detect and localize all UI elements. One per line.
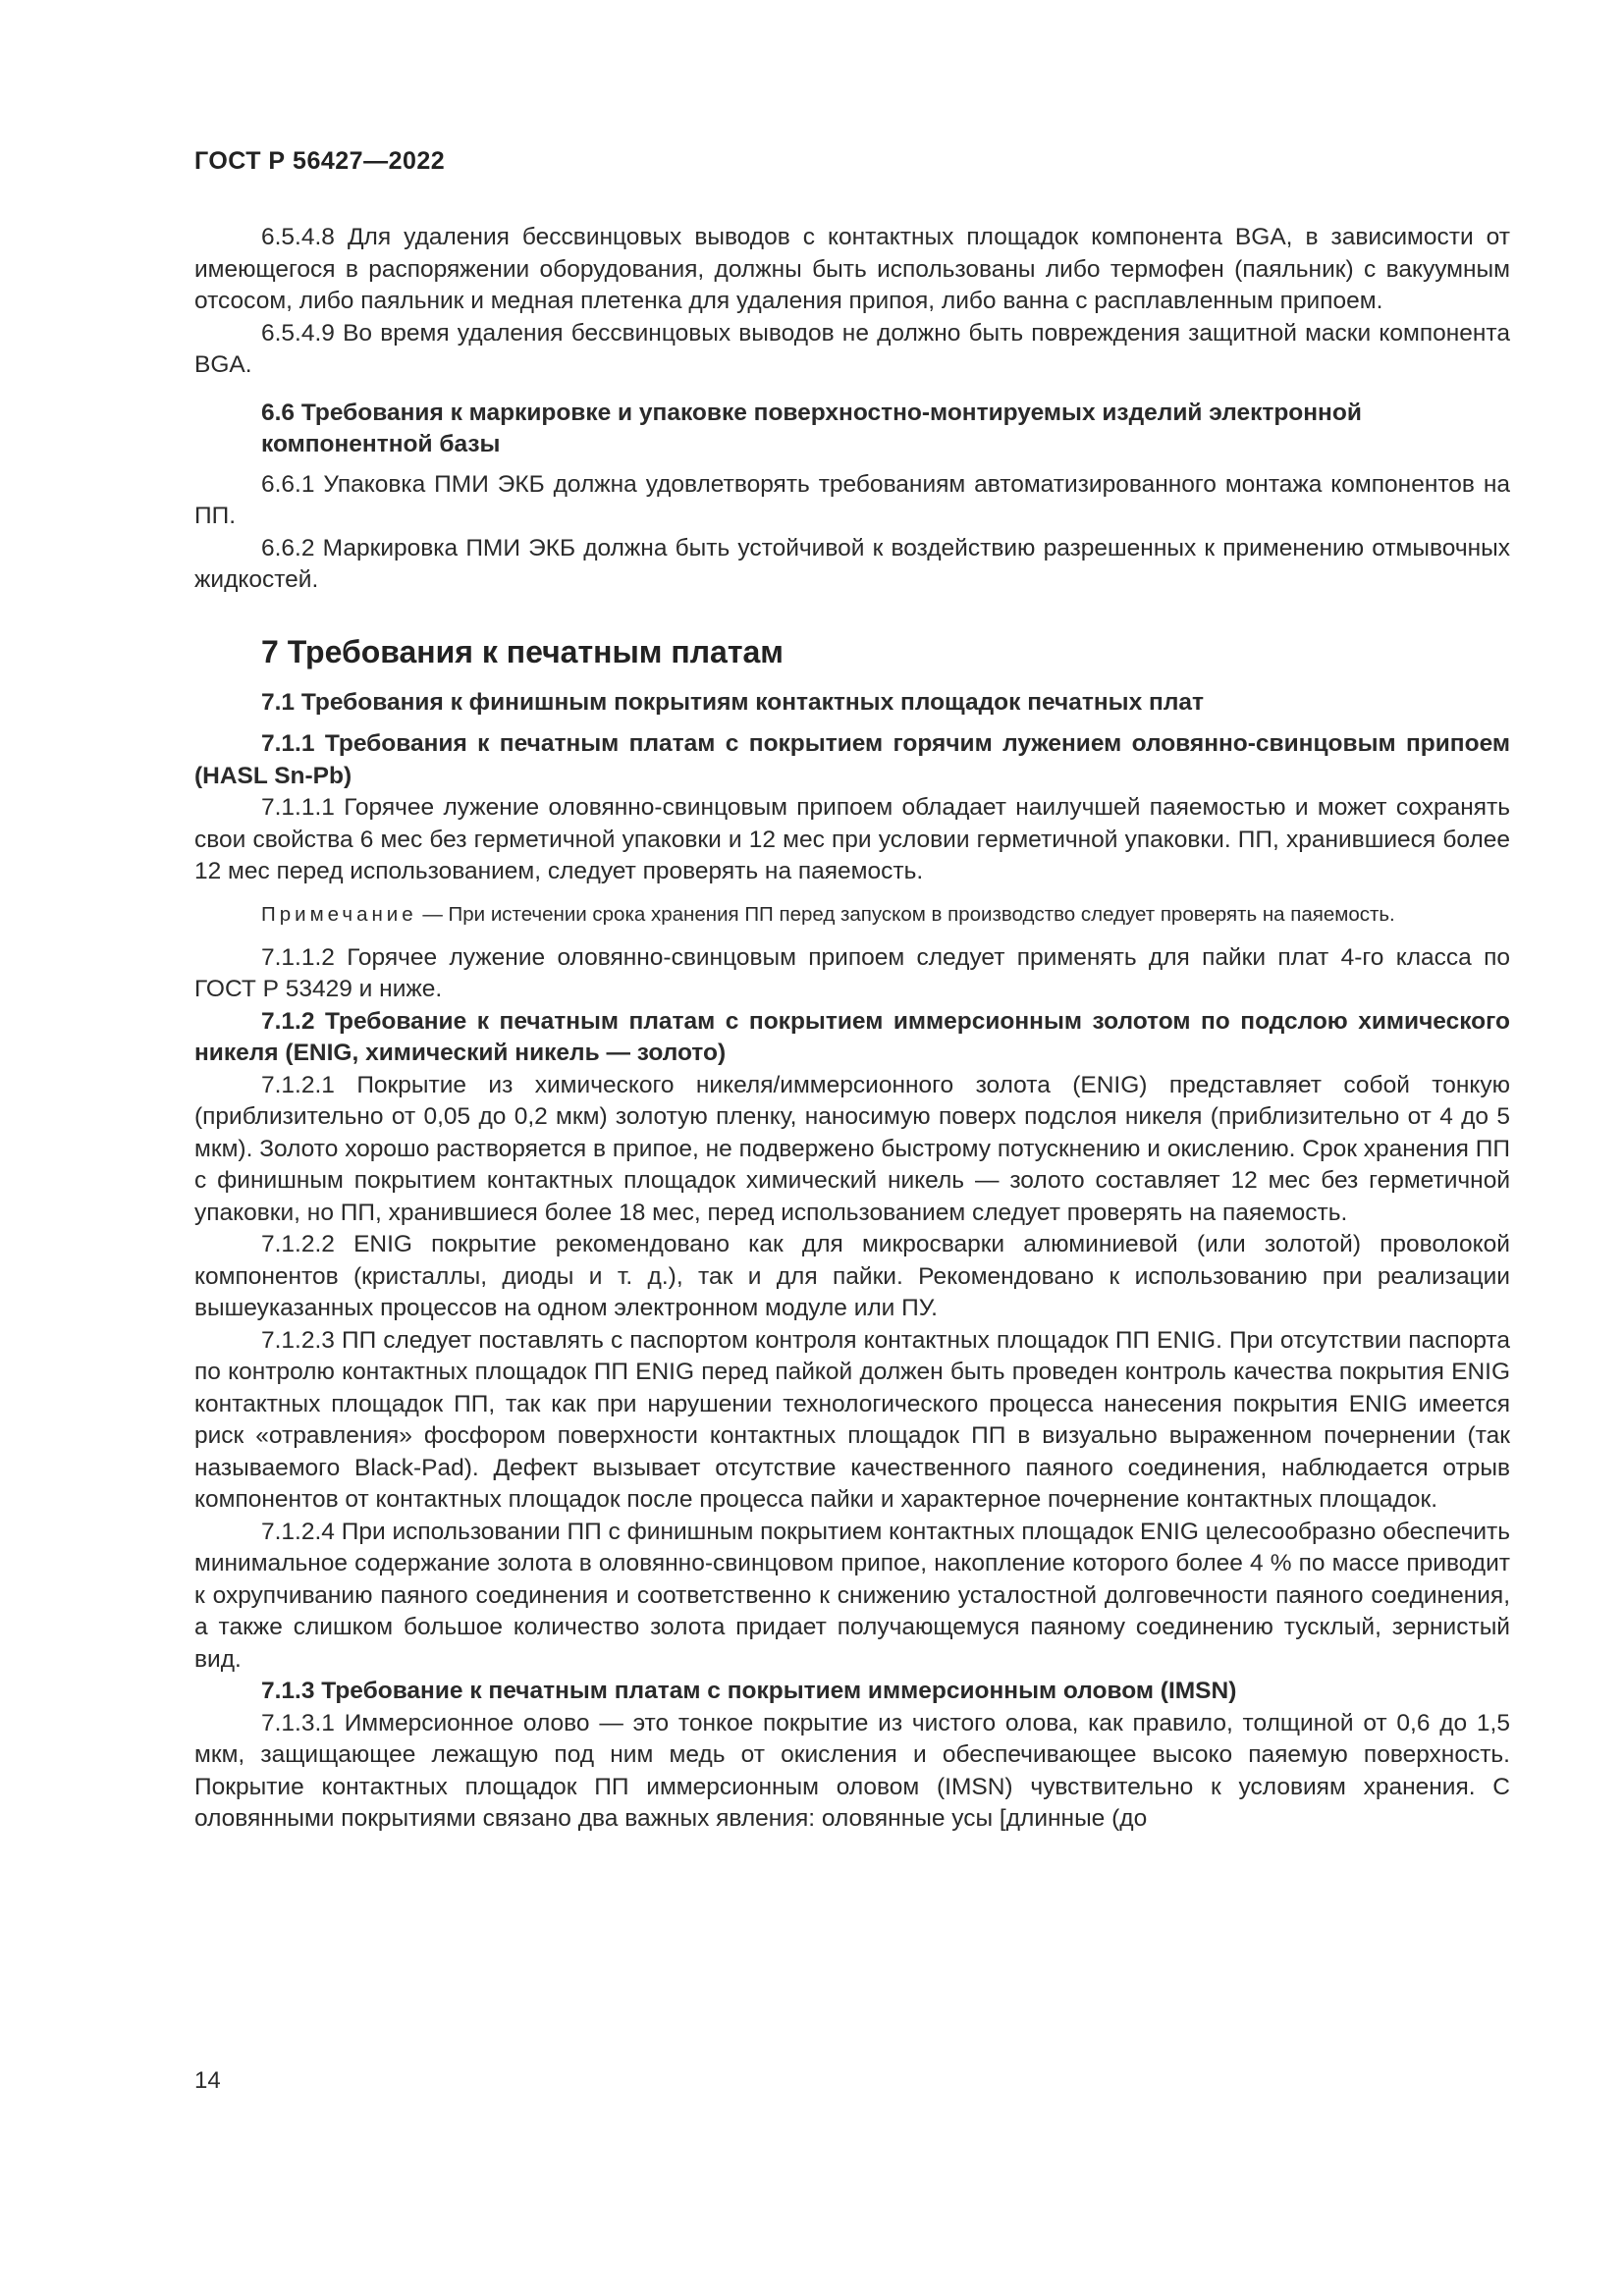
paragraph-7-1-1-1: 7.1.1.1 Горячее лужение оловянно-свинцовым припоем обладает наилучшей паяемостью и может сохранять свои свойства 6 мес без герметичной упаковки и 12 мес при условии герметичной упаковки. ПП, хранившиеся более 12 мес перед использованием, следует проверять на паяемость. — [194, 794, 1510, 884]
note-text: — При истечении срока хранения ПП перед запуском в производство следует проверять на паяемость. — [416, 902, 1395, 926]
paragraph-7-1-2-4: 7.1.2.4 При использовании ПП с финишным покрытием контактных площадок ENIG целесообразно обеспечить минимальное содержание золота в оловянно-свинцовом припое, накопление которого более 4 % по массе приводит к охрупчиванию паяного соединения и соответственно к снижению усталостной долговечности паяного соединения, а также слишком большое количество золота придает получающемуся паяному соединению тусклый, зернистый вид. — [194, 1518, 1510, 1673]
paragraph-6-6-2: 6.6.2 Маркировка ПМИ ЭКБ должна быть устойчивой к воздействию разрешенных к применению отмывочных жидкостей. — [194, 534, 1510, 593]
paragraph-7-1-2-1: 7.1.2.1 Покрытие из химического никеля/иммерсионного золота (ENIG) представляет собой тонкую (приблизительно от 0,05 до 0,2 мкм) золотую пленку, наносимую поверх подслоя никеля (приблизительно от 4 до 5 мкм). Золото хорошо растворяется в припое, не подвержено быстрому потускнению и окислению. Срок хранения ПП с финишным покрытием контактных площадок химический никель — золото составляет 12 мес без герметичной упаковки, но ПП, хранившиеся более 18 мес, перед использованием следует проверять на паяемость. — [194, 1071, 1510, 1226]
section-heading-7-1-1: 7.1.1 Требования к печатным платам с покрытием горячим лужением оловянно-свинцовым припоем (HASL Sn-Pb) — [194, 730, 1510, 789]
section-heading-7-1-2: 7.1.2 Требование к печатным платам с покрытием иммерсионным золотом по подслою химического никеля (ENIG, химический никель — золото) — [194, 1007, 1510, 1066]
paragraph-6-5-4-9: 6.5.4.9 Во время удаления бессвинцовых выводов не должно быть повреждения защитной маски компонента BGA. — [194, 319, 1510, 378]
paragraph-6-5-4-8: 6.5.4.8 Для удаления бессвинцовых выводов с контактных площадок компонента BGA, в зависимости от имеющегося в распоряжении оборудования, должны быть использованы либо термофен (паяльник) с вакуумным отсосом, либо паяльник и медная плетенка для удаления припоя, либо ванна с расплавленным припоем. — [194, 224, 1510, 314]
document-body — [194, 222, 1510, 1836]
paragraph-6-6-1: 6.6.1 Упаковка ПМИ ЭКБ должна удовлетворять требованиям автоматизированного монтажа компонентов на ПП. — [194, 470, 1510, 529]
note — [194, 900, 1510, 929]
section-heading-6-6: 6.6 Требования к маркировке и упаковке поверхностно-монтируемых изделий электронной компонентной базы — [261, 399, 1362, 457]
document-header: ГОСТ Р 56427—2022 — [194, 147, 446, 175]
page-number: 14 — [194, 2067, 221, 2094]
paragraph-7-1-3-1: 7.1.3.1 Иммерсионное олово — это тонкое покрытие из чистого олова, как правило, толщиной от 0,6 до 1,5 мкм, защищающее лежащую под ним медь от окисления и обеспечивающее высоко паяемую поверхность. Покрытие контактных площадок ПП иммерсионным оловом (IMSN) чувствительно к условиям хранения. С оловянными покрытиями связано два важных явления: оловянные усы [длинные (до — [194, 1709, 1510, 1832]
paragraph-7-1-2-3: 7.1.2.3 ПП следует поставлять с паспортом контроля контактных площадок ПП ENIG. При отсутствии паспорта по контролю контактных площадок ПП ENIG перед пайкой должен быть проведен контроль качества покрытия ENIG контактных площадок ПП, так как при нарушении технологического процесса нанесения покрытия ENIG имеется риск «отравления» фосфором поверхности контактных площадок ПП в визуально выраженном почернении (так называемого Black-Pad). Дефект вызывает отсутствие качественного паяного соединения, наблюдается отрыв компонентов от контактных площадок после процесса пайки и характерное почернение контактных площадок. — [194, 1326, 1510, 1513]
section-heading-7-1-3: 7.1.3 Требование к печатным платам с покрытием иммерсионным оловом (IMSN) — [261, 1678, 1237, 1704]
paragraph-7-1-2-2: 7.1.2.2 ENIG покрытие рекомендовано как для микросварки алюминиевой (или золотой) проволокой компонентов (кристаллы, диоды и т. д.), так и для пайки. Рекомендовано к использованию при реализации вышеуказанных процессов на одном электронном модуле или ПУ. — [194, 1231, 1510, 1321]
note-label: Примечание — [261, 902, 417, 926]
section-heading-7: 7 Требования к печатным платам — [261, 633, 784, 669]
paragraph-7-1-1-2: 7.1.1.2 Горячее лужение оловянно-свинцовым припоем следует применять для пайки плат 4-го класса по ГОСТ Р 53429 и ниже. — [194, 943, 1510, 1002]
section-heading-7-1: 7.1 Требования к финишным покрытиям контактных площадок печатных плат — [261, 688, 1205, 716]
